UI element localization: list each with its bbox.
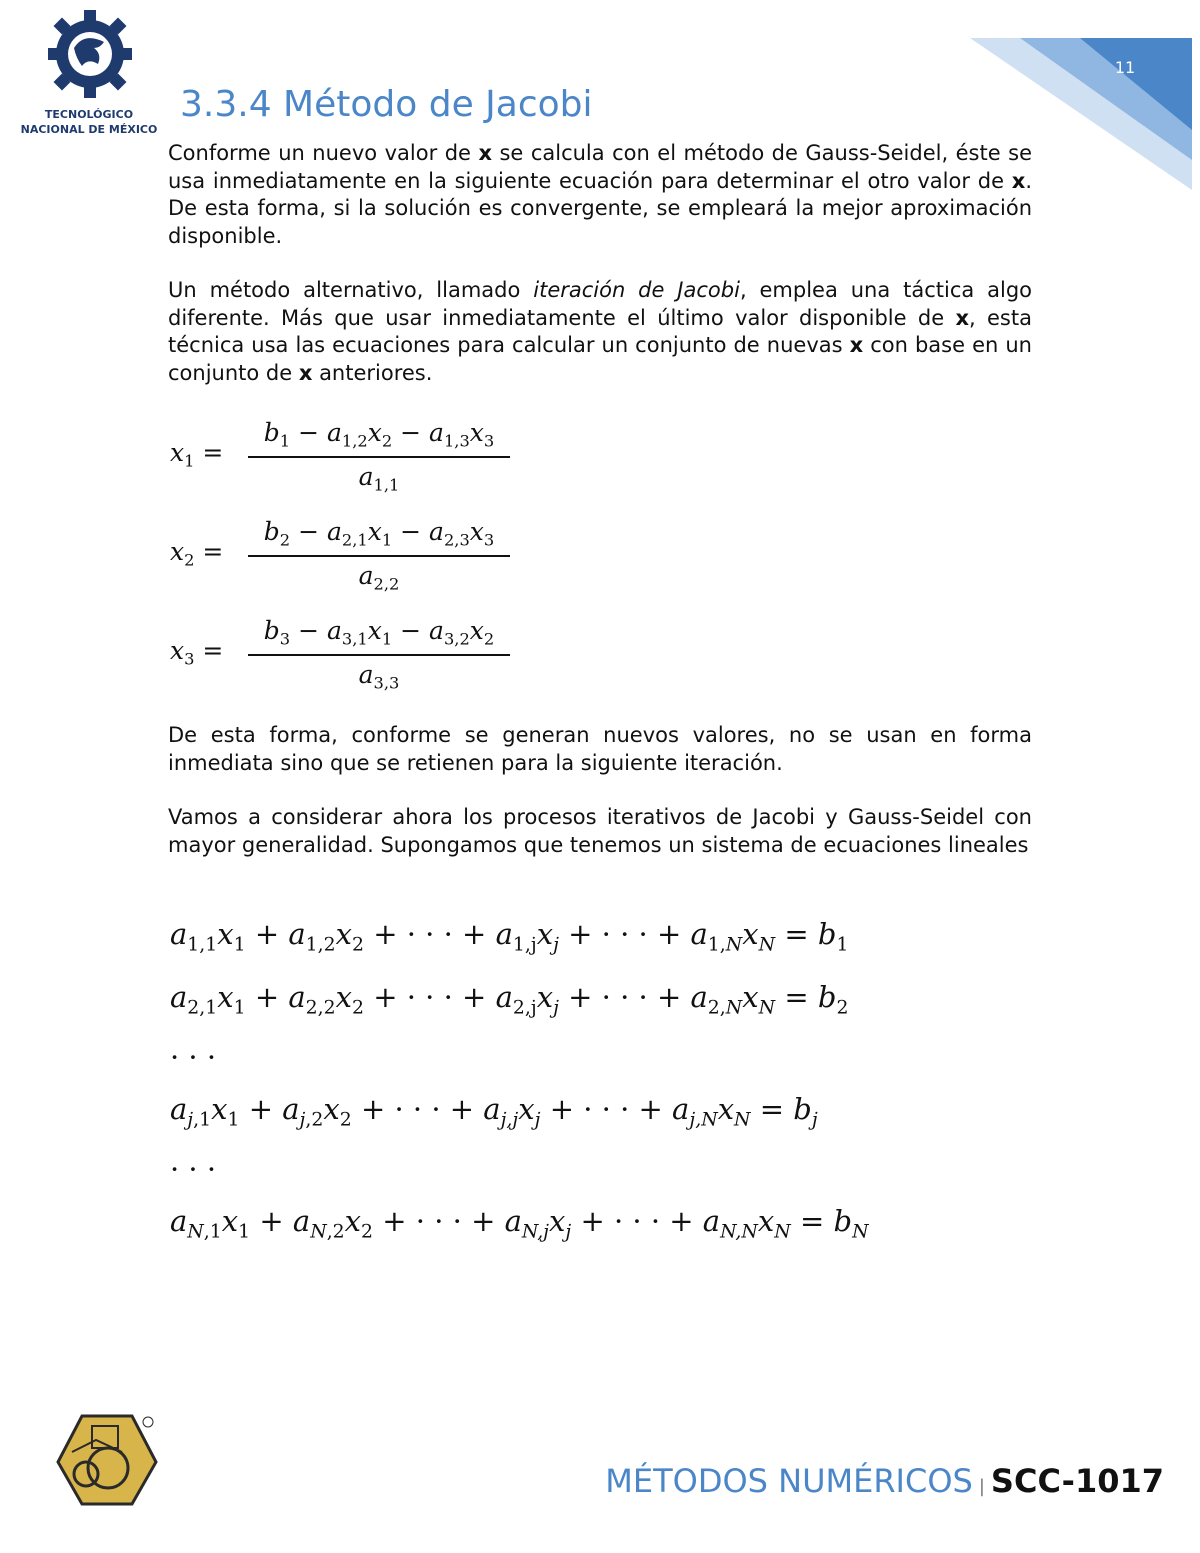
paragraph-1 [168, 140, 1032, 250]
footer-separator: | [978, 1476, 985, 1497]
bold-x: x [298, 360, 313, 385]
text: con base en un conjunto de [168, 333, 1032, 385]
system-row-2: $a_{2,1}x_1 + a_{2,2}x_2$ + · · · + $a_{2,j}x_j$ + · · · + $a_{2,N}x_N = b_2$ [170, 980, 849, 1019]
logo-caption [14, 107, 164, 137]
bold-x: x [849, 333, 864, 357]
emblem-icon [52, 1412, 162, 1512]
italic-term: iteración de Jacobi [533, 278, 740, 302]
page-number: 11 [1114, 58, 1136, 77]
system-row-n: $a_{N,1}x_1 + a_{N,2}x_2$ + · · · + $a_{N,j}x_j$ + · · · + $a_{N,N}x_N = b_N$ [170, 1204, 869, 1243]
footer-subject [605, 1462, 1164, 1500]
system-ellipsis-2: · · · [170, 1152, 217, 1186]
text: anteriores. [312, 360, 433, 385]
system-ellipsis-1: · · · [170, 1040, 217, 1074]
text: Un método alternativo, llamado [168, 278, 534, 302]
gear-emblem-icon [48, 8, 132, 100]
bold-x: x [478, 141, 492, 165]
bold-x: x [1011, 168, 1026, 193]
text: , emplea una táctica algo diferente. Más que usar inmediatamente el último valor disponible de [168, 278, 1033, 330]
paragraph-3: De esta forma, conforme se generan nuevos valores, no se usan en forma inmediata sino que se retienen para la siguiente iteración. [168, 723, 1032, 775]
text: se calcula con el método de Gauss-Seidel, éste se usa inmediatamente en la siguiente ecuación para determinar el otro valor de [168, 141, 1032, 193]
paragraph-4: Vamos a considerar ahora los procesos iterativos de Jacobi y Gauss-Seidel con mayor generalidad. Supongamos que tenemos un sistema de ecuaciones lineales [168, 805, 1032, 857]
system-row-j: $a_{j,1}x_1 + a_{j,2}x_2$ + · · · + $a_{j,j}x_j$ + · · · + $a_{j,N}x_N = b_j$ [170, 1092, 818, 1131]
tecnm-logo [14, 8, 164, 136]
text: , esta técnica usa las ecuaciones para calcular un conjunto de nuevas [168, 305, 1032, 357]
text: . De esta forma, si la solución es convergente, se empleará la mejor aproximación disponible. [168, 168, 1032, 248]
text: Conforme un nuevo valor de [168, 141, 479, 165]
section-title: 3.3.4 Método de Jacobi [180, 84, 593, 125]
logo-line-2: NACIONAL DE MÉXICO [20, 123, 158, 136]
institute-emblem [52, 1412, 162, 1512]
bold-x: x [955, 305, 969, 330]
subject-name: MÉTODOS NUMÉRICOS [605, 1462, 973, 1500]
course-code: SCC-1017 [990, 1462, 1164, 1500]
system-row-1: $a_{1,1}x_1 + a_{1,2}x_2$ + · · · + $a_{1,j}x_j$ + · · · + $a_{1,N}x_N = b_1$ [170, 917, 849, 956]
paragraph-2 [168, 277, 1032, 387]
logo-line-1: TECNOLÓGICO [44, 108, 134, 121]
